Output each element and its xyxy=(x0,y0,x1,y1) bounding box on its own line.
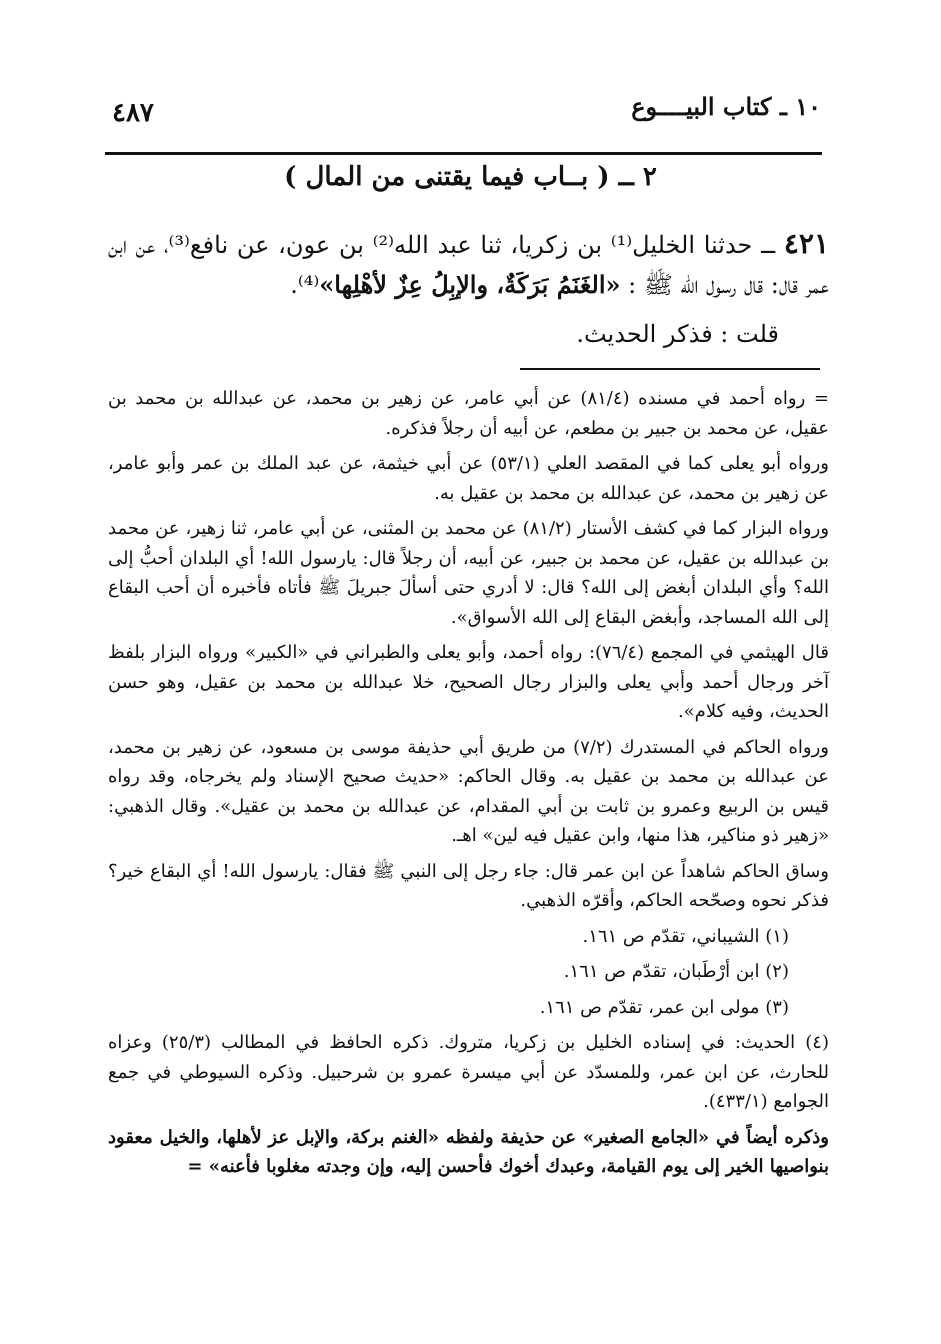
footnote-rule xyxy=(520,368,820,370)
note-paragraph: ورواه أبو يعلى كما في المقصد العلي (٥٣/١) عن أبي خيثمة، عن عبد الملك بن عمر وأبو عامر، عن زهير بن محمد، عن عبدالله بن محمد بن عقيل به. xyxy=(108,453,829,504)
header-rule xyxy=(105,152,822,155)
hadith-text xyxy=(108,224,829,305)
author-comment: قلت : فذكر الحديث. xyxy=(576,320,779,348)
note-paragraph: = رواه أحمد في مسنده (٨١/٤) عن أبي عامر، عن زهير بن محمد، عن عبدالله بن محمد بن عقيل، عن محمد بن جبير بن مطعم، عن أبيه أن رجلاً فذكره. xyxy=(108,388,829,439)
footnote-1: (١) الشيباني، تقدّم ص ١٦١. xyxy=(582,925,789,947)
note-paragraph: وساق الحاكم شاهداً عن ابن عمر قال: جاء رجل إلى النبي ﷺ فقال: يارسول الله! أي البقاع خير؟ فذكر نحوه وصحّحه الحاكم، وأقرّه الذهبي. xyxy=(108,860,829,911)
note-paragraph: وذكره أيضاً في «الجامع الصغير» عن حذيفة ولفظه «الغنم بركة، والإبل عز لأهلها، والخيل معقود بنواصيها الخير إلى يوم القيامة، وعبدك أخوك فأحسن إليه، وإن وجدته مغلوبا فأعنه» = xyxy=(108,1126,829,1177)
note-paragraph: ورواه الحاكم في المستدرك (٧/٢) من طريق أبي حذيفة موسى بن مسعود، عن زهير بن محمد، عن عبدالله بن محمد بن عقيل به. وقال الحاكم: «حديث صحيح الإسناد ولم يخرجاه، وقد رواه قيس بن الربيع وعمرو بن ثابت بن أبي المقدام، عن عبدالله بن محمد بن عقيل». وقال الذهبي: «زهير ذو مناكير، هذا منها، وابن عقيل فيه لين» اهـ. xyxy=(108,736,830,846)
note-paragraph: ورواه البزار كما في كشف الأستار (٨١/٢) عن محمد بن المثنى، عن أبي عامر، ثنا زهير، عن محمد بن عبدالله بن عقيل، عن محمد بن جبير، عن أبيه، أن رجلاً قال: يارسول الله! أي البلدان أحبُّ إلى الله؟ وأي البلدان أبغض إلى الله؟ قال: لا أدري حتى أسألَ جبريلَ ﷺ فأتاه فأخبره أن أحب البقاع إلى الله المساجد، وأبغض البقاع إلى الله الأسواق». xyxy=(108,518,830,628)
page-number: ٤٨٧ xyxy=(112,98,154,128)
hadith-isnad: ــ حدثنا الخليل⁽¹⁾ بن زكريا، ثنا عبد الله⁽²⁾ بن عون، عن نافع⁽³⁾، عن ابن عمر قال: قال رسول الله ﷺ : xyxy=(108,231,829,299)
running-title: ١٠ ـ كتاب البيــــوع xyxy=(631,92,821,121)
footnote-3: (٣) مولى ابن عمر، تقدّم ص ١٦١. xyxy=(539,996,789,1018)
chapter-title: ٢ ــ ( بــاب فيما يقتنى من المال ) xyxy=(284,162,657,192)
footnote-2: (٢) ابن أرْطَبان، تقدّم ص ١٦١. xyxy=(563,961,789,982)
hadith-matn: «الغَنَمُ بَرَكَةٌ، والإبِلُ عِزٌ لأهْلِها» xyxy=(319,270,621,299)
footnotes xyxy=(108,384,829,1188)
hadith-number: ٤٢١ xyxy=(783,227,830,260)
footnote-4: (٤) الحديث: في إسناده الخليل بن زكريا، متروك. ذكره الحافظ في المطالب (٢٥/٣) وعزاه للحارث، عن ابن عمر، وللمسدّد عن أبي ميسرة عمرو بن شرحبيل. وذكره السيوطي في جمع الجوامع (٤٣٣/١). xyxy=(108,1032,829,1112)
hadith-footnote-ref: ⁽⁴⁾. xyxy=(290,271,320,299)
note-paragraph: قال الهيثمي في المجمع (٧٦/٤): رواه أحمد، وأبو يعلى والطبراني في «الكبير» ورواه البزار بلفظ آخر ورجال أحمد وأبي يعلى والبزار رجال الصحيح، خلا عبدالله بن محمد بن عقيل، وهو حسن الحديث، وفيه كلام». xyxy=(108,642,829,722)
